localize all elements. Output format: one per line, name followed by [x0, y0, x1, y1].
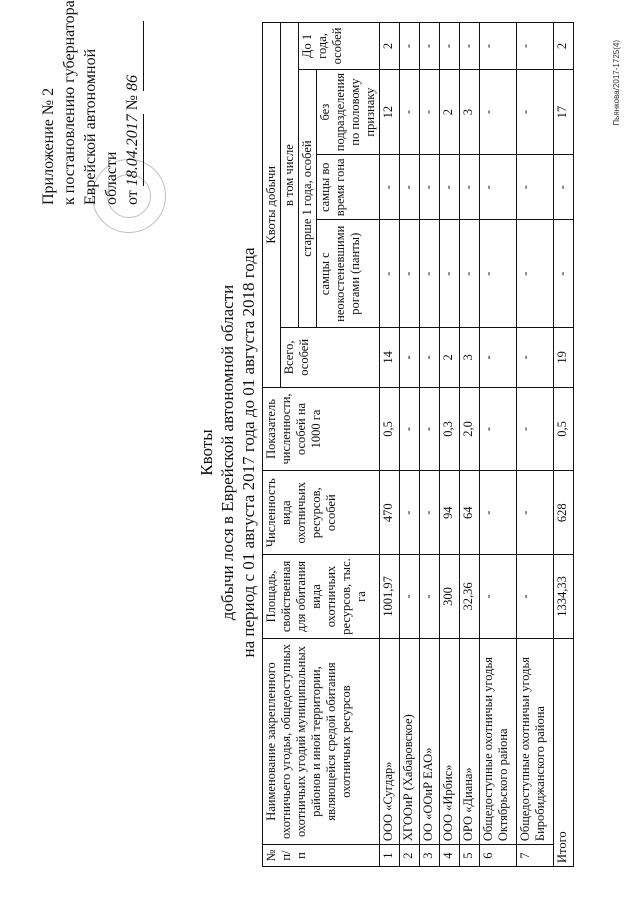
- total-total: 19: [554, 328, 574, 387]
- cell-area: -: [517, 555, 554, 639]
- total-under1: 2: [554, 23, 574, 70]
- cell-nosex: -: [420, 69, 440, 154]
- cell-panty: -: [400, 220, 420, 328]
- cell-num: 4: [440, 845, 460, 867]
- cell-density: -: [517, 387, 554, 471]
- cell-name: ОО «ООиР ЕАО»: [420, 638, 440, 844]
- cell-name: Общедоступные охотничьи угодья Октябрьского района: [480, 638, 517, 844]
- total-nosex: 17: [554, 69, 574, 154]
- cell-rut: -: [420, 155, 440, 220]
- cell-rut: -: [480, 155, 517, 220]
- appendix-from-label: от: [124, 190, 141, 205]
- cell-area: -: [400, 555, 420, 639]
- cell-nosex: -: [480, 69, 517, 154]
- cell-name: ХГООиР (Хабаровское): [400, 638, 420, 844]
- cell-area: 1001,97: [380, 555, 400, 639]
- appendix-line-1: Приложение № 2: [40, 87, 57, 205]
- cell-under1: -: [480, 23, 517, 70]
- appendix-number: 86: [122, 21, 144, 91]
- cell-under1: -: [420, 23, 440, 70]
- appendix-block: [38, 0, 144, 205]
- header-total: Всего, особей: [281, 328, 380, 387]
- cell-panty: -: [440, 220, 460, 328]
- header-under1: До 1 года, особей: [299, 23, 380, 70]
- cell-under1: -: [400, 23, 420, 70]
- cell-area: 32,36: [460, 555, 480, 639]
- header-older: старше 1 года, особей: [299, 69, 317, 327]
- cell-count: 94: [440, 471, 460, 555]
- cell-count: 64: [460, 471, 480, 555]
- cell-count: -: [400, 471, 420, 555]
- cell-num: 5: [460, 845, 480, 867]
- cell-under1: 2: [380, 23, 400, 70]
- cell-panty: -: [480, 220, 517, 328]
- total-panty: -: [554, 220, 574, 328]
- cell-nosex: -: [400, 69, 420, 154]
- title-line-1: Квоты: [197, 429, 216, 476]
- cell-name: ОРО «Диана»: [460, 638, 480, 844]
- cell-total: -: [400, 328, 420, 387]
- appendix-date: 18.04.2017: [122, 114, 144, 186]
- total-count: 628: [554, 471, 574, 555]
- table-row: [517, 23, 554, 867]
- cell-num: 6: [480, 845, 517, 867]
- cell-panty: -: [420, 220, 440, 328]
- appendix-line-3: Еврейской автономной области: [82, 48, 120, 205]
- header-including: в том числе: [281, 23, 299, 328]
- table-row: [380, 23, 400, 867]
- cell-name: ООО «Ирбис»: [440, 638, 460, 844]
- title-line-3: на период с 01 августа 2017 года до 01 августа 2018 года: [239, 247, 258, 658]
- cell-nosex: 2: [440, 69, 460, 154]
- header-density: Показатель численности, особей на 1000 га: [263, 387, 380, 471]
- cell-area: 300: [440, 555, 460, 639]
- table-row: [400, 23, 420, 867]
- total-row: [554, 23, 574, 867]
- quota-table: [262, 22, 574, 867]
- cell-density: -: [400, 387, 420, 471]
- cell-density: -: [480, 387, 517, 471]
- table-row: [460, 23, 480, 867]
- cell-panty: -: [460, 220, 480, 328]
- cell-total: -: [480, 328, 517, 387]
- cell-num: 2: [400, 845, 420, 867]
- cell-area: -: [420, 555, 440, 639]
- header-num: № п/п: [263, 845, 380, 867]
- cell-under1: -: [440, 23, 460, 70]
- header-no-sex: без подразделения по половому признаку: [317, 69, 380, 154]
- cell-panty: -: [380, 220, 400, 328]
- table-row: [440, 23, 460, 867]
- cell-rut: -: [380, 155, 400, 220]
- cell-name: ООО «Сугдар»: [380, 638, 400, 844]
- appendix-number-label: №: [124, 94, 141, 111]
- title-line-2: добычи лося в Еврейской автономной области: [218, 284, 237, 621]
- cell-panty: -: [517, 220, 554, 328]
- header-name: Наименование закрепленного охотничьего угодья, общедоступных охотничьих угодий муниципальных районов и иной территории, являющейся средой обитания охотничьих ресурсов: [263, 638, 380, 844]
- cell-total: 14: [380, 328, 400, 387]
- cell-count: -: [420, 471, 440, 555]
- cell-count: -: [480, 471, 517, 555]
- cell-name: Общедоступные охотничьи угодья Биробиджанского района: [517, 638, 554, 844]
- appendix-line-2: к постановлению губернатора: [61, 0, 78, 205]
- cell-rut: -: [460, 155, 480, 220]
- cell-nosex: -: [517, 69, 554, 154]
- cell-rut: -: [400, 155, 420, 220]
- cell-density: 0,3: [440, 387, 460, 471]
- table-row: [420, 23, 440, 867]
- total-rut: -: [554, 155, 574, 220]
- cell-under1: -: [517, 23, 554, 70]
- table-row: [480, 23, 517, 867]
- cell-nosex: 12: [380, 69, 400, 154]
- header-males-rut: самцы во время гона: [317, 155, 380, 220]
- total-density: 0,5: [554, 387, 574, 471]
- cell-total: 2: [440, 328, 460, 387]
- cell-count: -: [517, 471, 554, 555]
- cell-num: 7: [517, 845, 554, 867]
- cell-density: 0,5: [380, 387, 400, 471]
- cell-nosex: 3: [460, 69, 480, 154]
- cell-total: 3: [460, 328, 480, 387]
- cell-density: -: [420, 387, 440, 471]
- cell-num: 3: [420, 845, 440, 867]
- appendix-line-4: [122, 0, 144, 205]
- cell-rut: -: [517, 155, 554, 220]
- cell-count: 470: [380, 471, 400, 555]
- header-area: Площадь, свойственная для обитания вида охотничьих ресурсов, тыс. га: [263, 555, 380, 639]
- header-males-panty: самцы с неокостеневшими рогами (панты): [317, 220, 380, 328]
- header-count: Численность вида охотничьих ресурсов, особей: [263, 471, 380, 555]
- total-area: 1334,33: [554, 555, 574, 639]
- cell-rut: -: [440, 155, 460, 220]
- cell-area: -: [480, 555, 517, 639]
- cell-under1: -: [460, 23, 480, 70]
- document-title: [196, 0, 259, 905]
- footer-code: Пьянкова/2017-1725(4): [612, 40, 621, 126]
- header-quota-group: Квоты добычи: [263, 23, 281, 388]
- total-label: Итого: [554, 638, 574, 866]
- cell-total: -: [420, 328, 440, 387]
- cell-total: -: [517, 328, 554, 387]
- cell-num: 1: [380, 845, 400, 867]
- cell-density: 2,0: [460, 387, 480, 471]
